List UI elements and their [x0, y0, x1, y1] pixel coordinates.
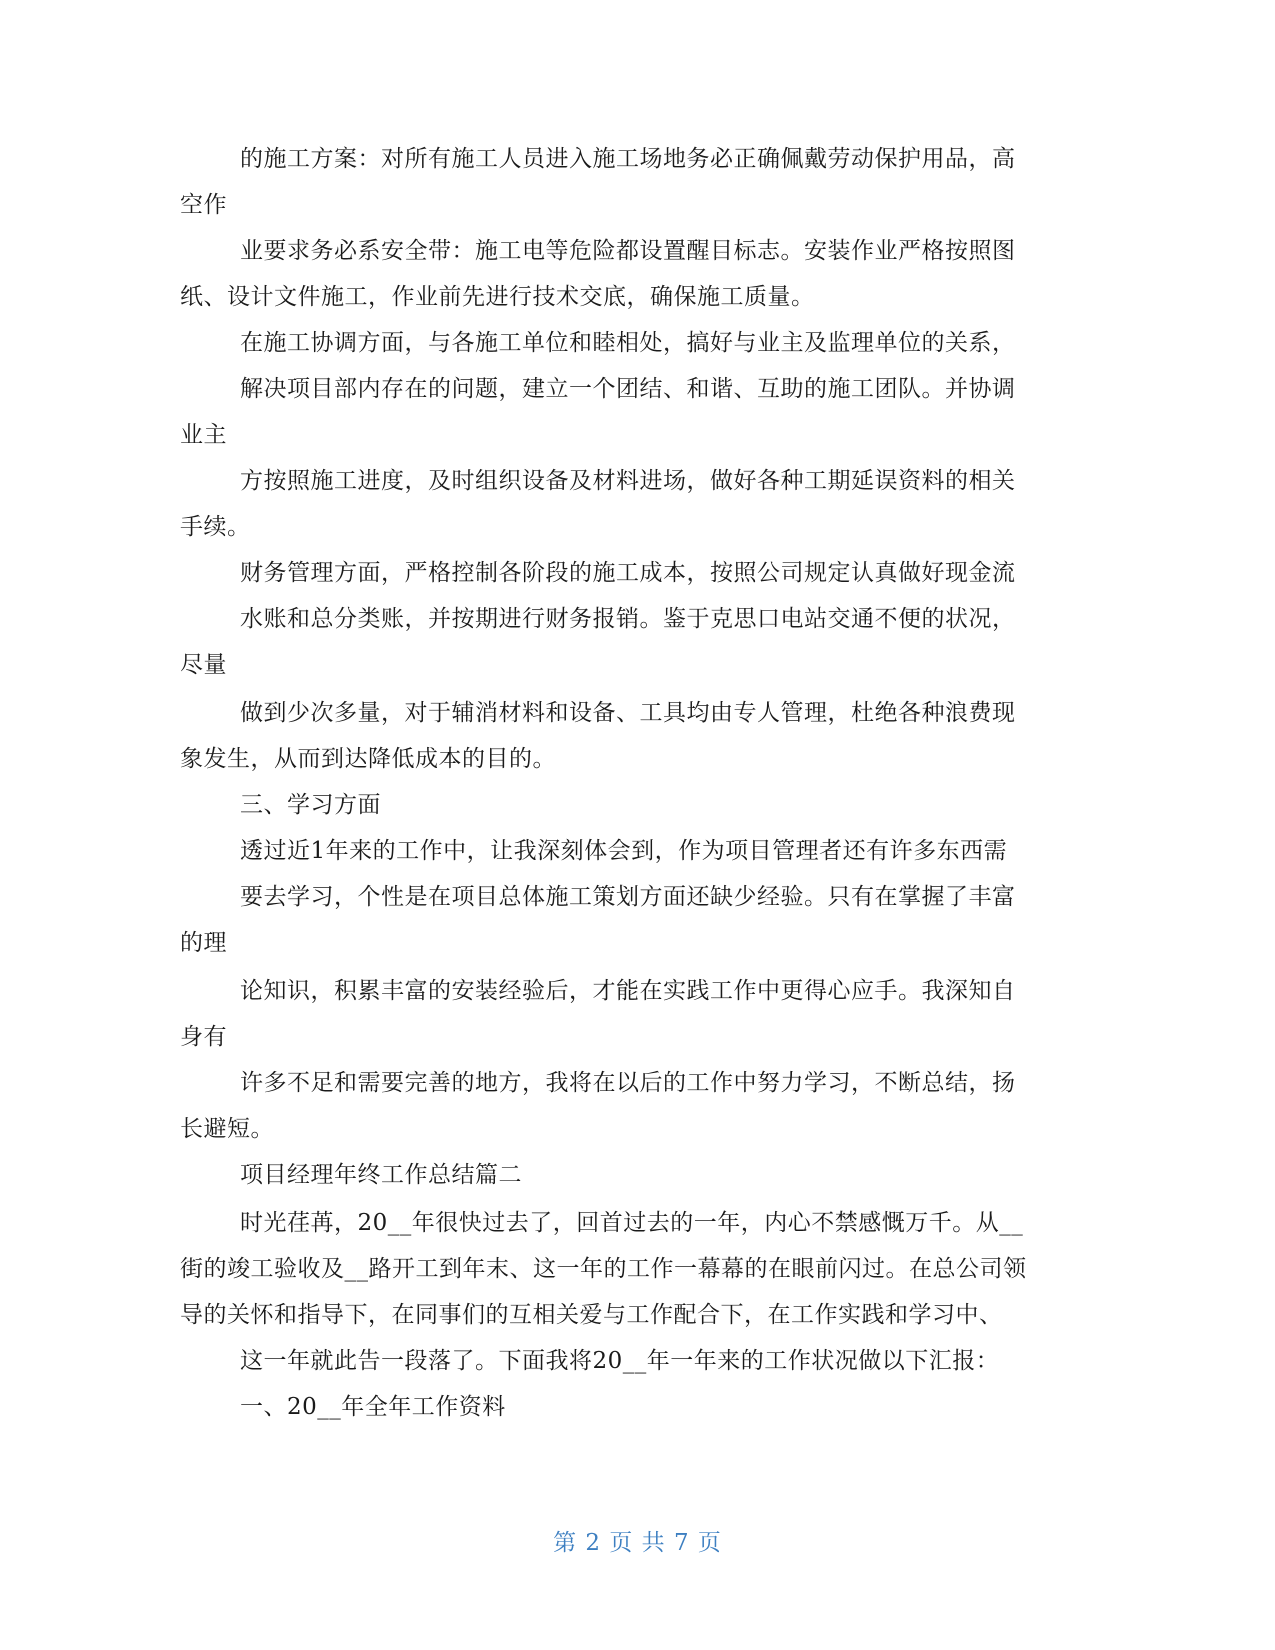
text-line: 透过近1年来的工作中，让我深刻体会到，作为项目管理者还有许多东西需 [240, 838, 1008, 864]
section-heading: 一、20__年全年工作资料 [240, 1394, 506, 1420]
text-line: 手续。 [180, 514, 251, 540]
text-line: 水账和总分类账，并按期进行财务报销。鉴于克思口电站交通不便的状况， [240, 606, 1016, 632]
text-line: 街的竣工验收及__路开工到年末、这一年的工作一幕幕的在眼前闪过。在总公司领 [180, 1256, 1027, 1282]
text-line: 纸、设计文件施工，作业前先进行技术交底，确保施工质量。 [180, 284, 815, 310]
text-line: 这一年就此告一段落了。下面我将20__年一年来的工作状况做以下汇报： [240, 1348, 1000, 1374]
text-line: 论知识，积累丰富的安装经验后，才能在实践工作中更得心应手。我深知自 [240, 978, 1016, 1004]
text-line: 解决项目部内存在的问题，建立一个团结、和谐、互助的施工团队。并协调 [240, 376, 1016, 402]
text-line: 的施工方案：对所有施工人员进入施工场地务必正确佩戴劳动保护用品，高 [240, 146, 1016, 172]
text-line: 业主 [180, 422, 227, 448]
text-line: 财务管理方面，严格控制各阶段的施工成本，按照公司规定认真做好现金流 [240, 560, 1016, 586]
text-line: 在施工协调方面，与各施工单位和睦相处，搞好与业主及监理单位的关系， [240, 330, 1016, 356]
text-line: 身有 [180, 1024, 227, 1050]
text-line: 尽量 [180, 652, 227, 678]
text-line: 做到少次多量，对于辅消材料和设备、工具均由专人管理，杜绝各种浪费现 [240, 700, 1016, 726]
text-line: 许多不足和需要完善的地方，我将在以后的工作中努力学习，不断总结，扬 [240, 1070, 1016, 1096]
text-line: 业要求务必系安全带：施工电等危险都设置醒目标志。安装作业严格按照图 [240, 238, 1016, 264]
text-line: 长避短。 [180, 1116, 274, 1142]
text-line: 空作 [180, 192, 227, 218]
text-line: 时光荏苒，20__年很快过去了，回首过去的一年，内心不禁感慨万千。从__ [240, 1210, 1024, 1236]
text-line: 导的关怀和指导下，在同事们的互相关爱与工作配合下，在工作实践和学习中、 [180, 1302, 1003, 1328]
text-line: 要去学习，个性是在项目总体施工策划方面还缺少经验。只有在掌握了丰富 [240, 884, 1016, 910]
page-number-footer: 第 2 页 共 7 页 [553, 1530, 722, 1556]
section-heading: 项目经理年终工作总结篇二 [240, 1162, 522, 1188]
section-heading: 三、学习方面 [240, 792, 381, 818]
text-line: 的理 [180, 930, 227, 956]
text-line: 象发生，从而到达降低成本的目的。 [180, 746, 556, 772]
text-line: 方按照施工进度，及时组织设备及材料进场，做好各种工期延误资料的相关 [240, 468, 1016, 494]
